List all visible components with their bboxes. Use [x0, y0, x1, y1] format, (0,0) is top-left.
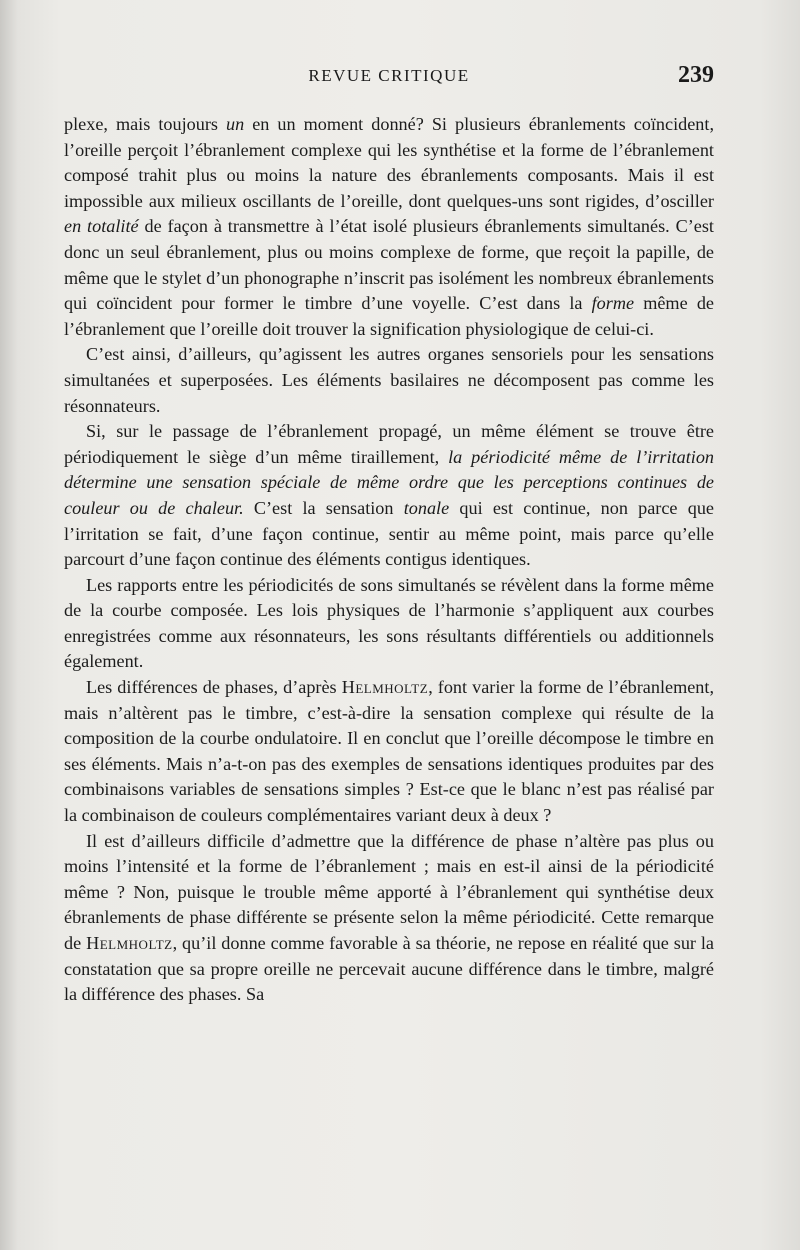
paragraph-1 [64, 112, 714, 342]
italic-run: tonale [403, 497, 450, 518]
running-head: REVUE CRITIQUE [308, 66, 470, 85]
page-number: 239 [678, 62, 714, 88]
text-run: Il est d’ailleurs difficile d’admettre que la différence de phase n’altère pas plus ou moins l’intensité et la forme de l’ébranlement ; mais en est-il ainsi de la périodicité même ? Non, puisque le trouble même apporté à l’ébranlement qui synthétise deux ébranlements de phase différente se présente selon la même périodicité. Cette remarque de [64, 830, 714, 953]
text-run: en un moment donné? Si plusieurs ébranlements coïncident, l’oreille perçoit l’ébranlement complexe qui les synthétise et la forme de l’ébranlement composé trahit plus ou moins la nature des ébranlements composants. Mais il est impossible aux milieux oscillants de l’oreille, dont quelques-uns sont rigides, d’osciller [64, 114, 715, 211]
author-name: Helmholtz [341, 677, 429, 698]
text-run: Les différences de phases, d’après [86, 677, 342, 698]
text-run: qui est continue, non parce que l’irritation se fait, d’une façon continue, sentir au même point, mais parce qu’elle parcourt d’une façon continue des éléments contigus identiques. [64, 497, 714, 570]
text-run: , qu’il donne comme favorable à sa théorie, ne repose en réalité que sur la constatation que sa propre oreille ne percevait aucune différence dans le timbre, malgré la différence des phases. Sa [64, 933, 715, 1005]
text-run: C’est la sensation [243, 497, 404, 518]
italic-run: en totalité [64, 216, 139, 237]
paragraph-6 [64, 829, 714, 1008]
text-run: même de l’ébranlement que l’oreille doit trouver la signification physiologique de celui-ci. [64, 293, 714, 339]
italic-run: forme [591, 293, 635, 314]
text-run: plexe, mais toujours [64, 114, 226, 134]
text-run: Si, sur le passage de l’ébranlement propagé, un même élément se trouve être périodiquement le siège d’un même tiraillement, [64, 421, 714, 467]
text-run: , font varier la forme de l’ébranlement, mais n’altèrent pas le timbre, c’est-à-dire la sensation complexe qui résulte de la composition de la courbe ondulatoire. Il en conclut que l’oreille décompose le timbre en ses éléments. Mais n’a-t-on pas des exemples de sensations identiques produites par des combinaisons variables de sensations simples ? Est-ce que le blanc n’est pas réalisé par la combinaison de couleurs complémentaires variant deux à deux ? [64, 677, 714, 826]
body-text [64, 112, 714, 1008]
italic-run: la périodicité même de l’irritation détermine une sensation spéciale de même ordre que les perceptions continues de couleur ou de chaleur. [64, 446, 715, 518]
paragraph-3 [64, 419, 714, 573]
author-name: Helmholtz [86, 933, 173, 953]
paragraph-2: C’est ainsi, d’ailleurs, qu’agissent les autres organes sensoriels pour les sensations simultanées et superposées. Les éléments basilaires ne décomposent pas comme les résonnateurs. [64, 344, 714, 416]
paragraph-4: Les rapports entre les périodicités de sons simultanés se révèlent dans la forme même de la courbe composée. Les lois physiques de l’harmonie s’appliquent aux courbes enregistrées comme aux résonnateurs, les sons résultants différentiels ou additionnels également. [64, 574, 714, 672]
text-run: de façon à transmettre à l’état isolé plusieurs ébranlements simultanés. C’est donc un seul ébranlement, plus ou moins complexe de forme, que reçoit la papille, de même que le stylet d’un phonographe n’inscrit pas isolément les nombreux ébranlements qui coïncident pour former le timbre d’une voyelle. C’est dans la [64, 216, 714, 314]
page-header [64, 62, 714, 92]
italic-run: un [226, 114, 245, 134]
paragraph-5 [64, 675, 714, 829]
